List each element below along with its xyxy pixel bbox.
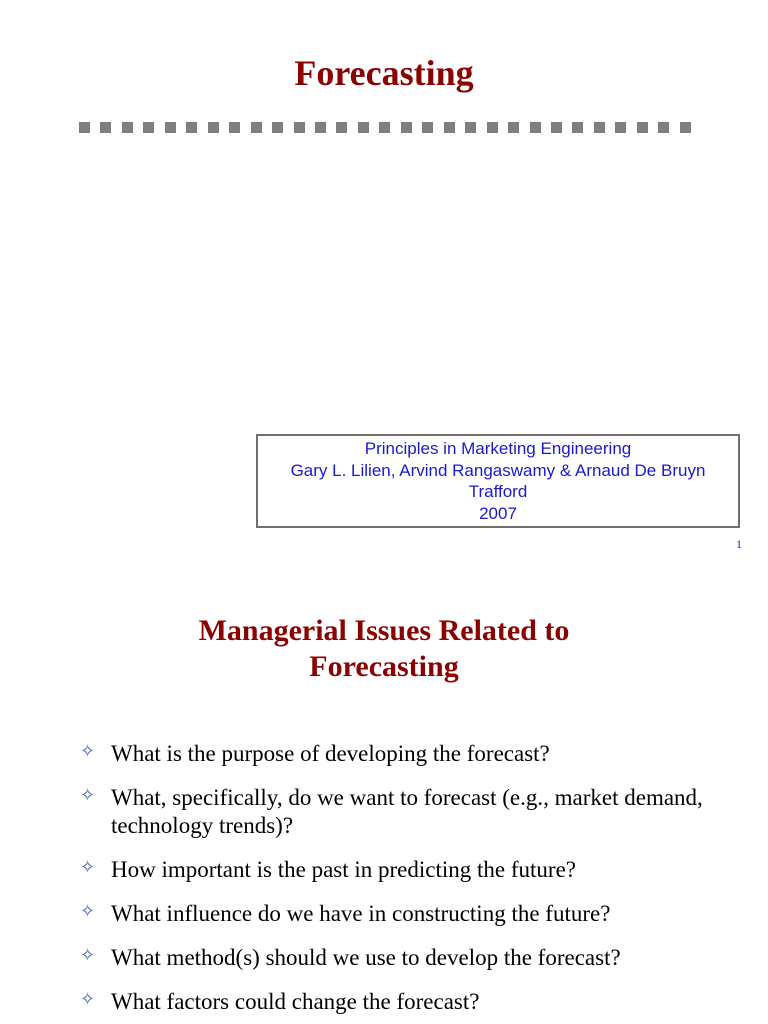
slide-title — [0, 613, 768, 685]
citation-authors: Gary L. Lilien, Arvind Rangaswamy & Arnaud De Bruyn — [290, 460, 706, 480]
bullet-text: How important is the past in predicting the future? — [111, 857, 576, 882]
bullet-text: What method(s) should we use to develop the forecast? — [111, 945, 621, 970]
slide-title-line: Forecasting — [309, 650, 459, 683]
slide-title: Forecasting — [294, 53, 474, 93]
bullet-text: What influence do we have in constructing the future? — [111, 901, 611, 926]
list-item — [80, 984, 720, 1016]
four-pointed-star-icon: ✧ — [80, 945, 96, 966]
four-pointed-star-icon: ✧ — [80, 785, 96, 806]
list-item — [80, 896, 720, 928]
bullet-text: What factors could change the forecast? — [111, 989, 480, 1014]
four-pointed-star-icon: ✧ — [80, 857, 96, 878]
list-item — [80, 852, 720, 884]
bullet-list — [80, 736, 720, 1024]
citation-year: 2007 — [479, 503, 517, 523]
four-pointed-star-icon: ✧ — [80, 901, 96, 922]
list-item — [80, 736, 720, 768]
dashed-divider — [79, 122, 691, 133]
citation-box — [256, 434, 740, 528]
slide-title-line: Managerial Issues Related to — [198, 614, 570, 647]
four-pointed-star-icon: ✧ — [80, 989, 96, 1010]
list-item — [80, 940, 720, 972]
bullet-text: What is the purpose of developing the forecast? — [111, 741, 550, 766]
citation-book-title: Principles in Marketing Engineering — [364, 439, 632, 458]
list-item — [80, 780, 720, 840]
citation-publisher: Trafford — [468, 482, 528, 501]
page-number: 1 — [736, 537, 742, 551]
bullet-text: What, specifically, do we want to forecast (e.g., market demand, technology trends)? — [111, 785, 703, 838]
four-pointed-star-icon: ✧ — [80, 741, 96, 762]
